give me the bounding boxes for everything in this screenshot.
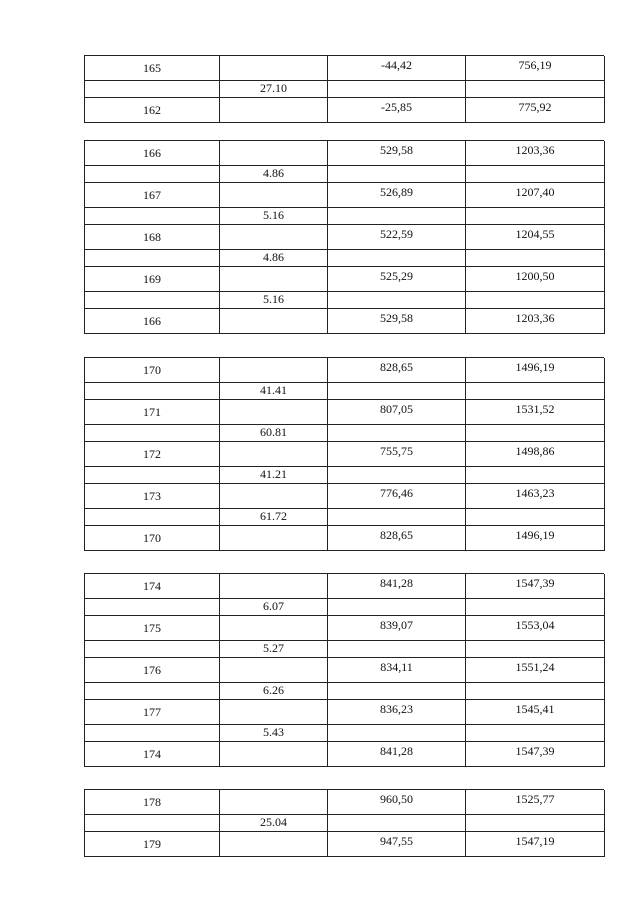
coordinate-table: [84, 357, 604, 551]
point-id: 172: [85, 442, 220, 467]
coord-x: 526,89: [328, 183, 466, 208]
coord-x: 828,65: [328, 526, 466, 551]
empty-cell: [85, 425, 220, 442]
distance-row: [85, 425, 605, 442]
distance-row: [85, 467, 605, 484]
coord-y: 1203,36: [466, 141, 605, 166]
distance-row: [85, 81, 605, 98]
point-id: 162: [85, 98, 220, 123]
distance-value: 61.72: [220, 509, 328, 526]
coord-y: 1547,39: [466, 742, 605, 767]
coord-x: 834,11: [328, 658, 466, 683]
empty-cell: [328, 641, 466, 658]
empty-cell: [85, 509, 220, 526]
empty-cell: [466, 683, 605, 700]
empty-cell: [85, 208, 220, 225]
coord-x: 776,46: [328, 484, 466, 509]
empty-cell: [328, 425, 466, 442]
coord-y: 1547,19: [466, 832, 605, 857]
distance-value: 27.10: [220, 81, 328, 98]
empty-cell: [220, 526, 328, 551]
empty-cell: [466, 467, 605, 484]
coord-y: 1531,52: [466, 400, 605, 425]
empty-cell: [85, 725, 220, 742]
empty-cell: [466, 509, 605, 526]
point-id: 168: [85, 225, 220, 250]
empty-cell: [466, 166, 605, 183]
distance-value: 6.07: [220, 599, 328, 616]
coordinate-table: [84, 789, 604, 857]
empty-cell: [85, 81, 220, 98]
empty-cell: [466, 292, 605, 309]
empty-cell: [466, 641, 605, 658]
coord-x: 828,65: [328, 358, 466, 383]
point-id: 173: [85, 484, 220, 509]
empty-cell: [220, 56, 328, 81]
coord-x: 960,50: [328, 790, 466, 815]
coord-x: 841,28: [328, 574, 466, 599]
empty-cell: [328, 81, 466, 98]
coord-x: 841,28: [328, 742, 466, 767]
distance-value: 25.04: [220, 815, 328, 832]
coord-x: -25,85: [328, 98, 466, 123]
coord-y: 756,19: [466, 56, 605, 81]
coord-y: 1207,40: [466, 183, 605, 208]
empty-cell: [220, 442, 328, 467]
coord-x: 522,59: [328, 225, 466, 250]
coord-y: 1204,55: [466, 225, 605, 250]
empty-cell: [328, 250, 466, 267]
distance-value: 41.41: [220, 383, 328, 400]
coord-x: 836,23: [328, 700, 466, 725]
coord-x: 529,58: [328, 309, 466, 334]
empty-cell: [85, 599, 220, 616]
point-id: 165: [85, 56, 220, 81]
empty-cell: [466, 599, 605, 616]
empty-cell: [466, 425, 605, 442]
point-id: 174: [85, 742, 220, 767]
point-id: 167: [85, 183, 220, 208]
empty-cell: [85, 641, 220, 658]
distance-value: 4.86: [220, 166, 328, 183]
empty-cell: [220, 484, 328, 509]
distance-row: [85, 383, 605, 400]
point-id: 166: [85, 309, 220, 334]
distance-row: [85, 641, 605, 658]
distance-row: [85, 509, 605, 526]
empty-cell: [220, 225, 328, 250]
coordinate-table: [84, 140, 604, 334]
distance-row: [85, 725, 605, 742]
distance-row: [85, 815, 605, 832]
empty-cell: [220, 658, 328, 683]
coord-y: 1496,19: [466, 526, 605, 551]
distance-value: 5.16: [220, 208, 328, 225]
coord-y: 1200,50: [466, 267, 605, 292]
coord-x: 807,05: [328, 400, 466, 425]
point-id: 166: [85, 141, 220, 166]
empty-cell: [220, 309, 328, 334]
coord-x: 525,29: [328, 267, 466, 292]
distance-row: [85, 208, 605, 225]
distance-row: [85, 599, 605, 616]
point-id: 174: [85, 574, 220, 599]
empty-cell: [85, 250, 220, 267]
empty-cell: [85, 683, 220, 700]
point-id: 175: [85, 616, 220, 641]
point-id: 177: [85, 700, 220, 725]
empty-cell: [220, 574, 328, 599]
point-id: 169: [85, 267, 220, 292]
empty-cell: [466, 815, 605, 832]
distance-value: 41.21: [220, 467, 328, 484]
point-id: 179: [85, 832, 220, 857]
empty-cell: [85, 467, 220, 484]
empty-cell: [466, 250, 605, 267]
coord-y: 1553,04: [466, 616, 605, 641]
empty-cell: [328, 383, 466, 400]
empty-cell: [85, 383, 220, 400]
point-id: 170: [85, 358, 220, 383]
empty-cell: [220, 700, 328, 725]
empty-cell: [220, 267, 328, 292]
distance-row: [85, 250, 605, 267]
distance-value: 5.27: [220, 641, 328, 658]
distance-row: [85, 292, 605, 309]
point-id: 178: [85, 790, 220, 815]
coordinate-table: [84, 55, 604, 123]
empty-cell: [220, 141, 328, 166]
empty-cell: [466, 383, 605, 400]
empty-cell: [328, 683, 466, 700]
distance-value: 5.16: [220, 292, 328, 309]
empty-cell: [220, 790, 328, 815]
empty-cell: [85, 292, 220, 309]
empty-cell: [328, 815, 466, 832]
empty-cell: [328, 208, 466, 225]
coord-y: 1496,19: [466, 358, 605, 383]
empty-cell: [328, 509, 466, 526]
empty-cell: [220, 358, 328, 383]
empty-cell: [85, 815, 220, 832]
coord-y: 775,92: [466, 98, 605, 123]
empty-cell: [466, 208, 605, 225]
empty-cell: [328, 599, 466, 616]
coord-x: -44,42: [328, 56, 466, 81]
point-id: 170: [85, 526, 220, 551]
coord-y: 1545,41: [466, 700, 605, 725]
empty-cell: [328, 467, 466, 484]
coord-y: 1498,86: [466, 442, 605, 467]
coord-y: 1525,77: [466, 790, 605, 815]
coord-y: 1203,36: [466, 309, 605, 334]
distance-value: 5.43: [220, 725, 328, 742]
empty-cell: [85, 166, 220, 183]
empty-cell: [220, 742, 328, 767]
distance-value: 60.81: [220, 425, 328, 442]
coordinate-table: [84, 573, 604, 767]
coord-x: 839,07: [328, 616, 466, 641]
point-id: 176: [85, 658, 220, 683]
empty-cell: [466, 81, 605, 98]
empty-cell: [220, 832, 328, 857]
point-id: 171: [85, 400, 220, 425]
coord-y: 1551,24: [466, 658, 605, 683]
empty-cell: [328, 292, 466, 309]
distance-value: 4.86: [220, 250, 328, 267]
empty-cell: [220, 98, 328, 123]
distance-row: [85, 683, 605, 700]
empty-cell: [220, 400, 328, 425]
empty-cell: [328, 725, 466, 742]
empty-cell: [220, 183, 328, 208]
coord-y: 1547,39: [466, 574, 605, 599]
coord-y: 1463,23: [466, 484, 605, 509]
empty-cell: [328, 166, 466, 183]
coord-x: 947,55: [328, 832, 466, 857]
empty-cell: [466, 725, 605, 742]
empty-cell: [220, 616, 328, 641]
coord-x: 755,75: [328, 442, 466, 467]
coord-x: 529,58: [328, 141, 466, 166]
distance-value: 6.26: [220, 683, 328, 700]
distance-row: [85, 166, 605, 183]
